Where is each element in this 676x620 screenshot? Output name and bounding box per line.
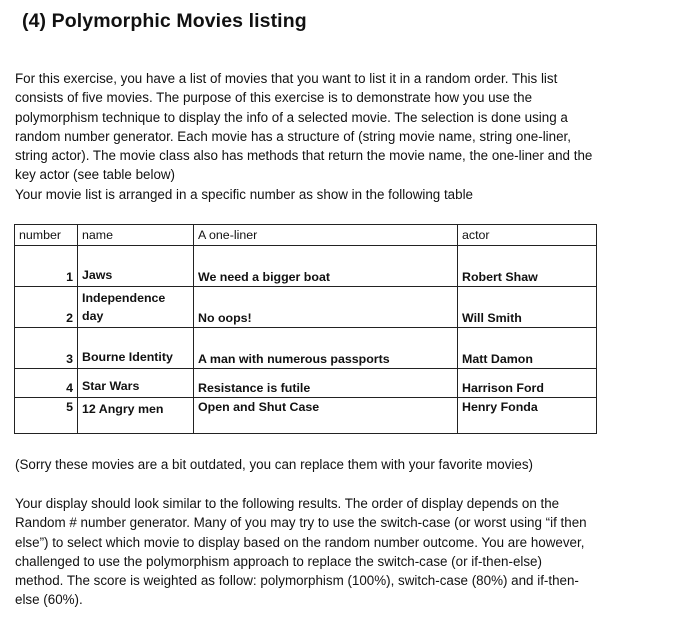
header-name: name (78, 225, 194, 246)
cell-name: Jaws (78, 246, 194, 287)
cell-name: Bourne Identity (78, 328, 194, 369)
note-paragraph (15, 455, 667, 474)
table-row (15, 369, 597, 398)
display-line: else (60%). (15, 592, 83, 608)
cell-name-line: Independence (82, 291, 166, 305)
movie-table (14, 224, 597, 434)
cell-actor: Harrison Ford (458, 369, 597, 398)
cell-name-line: day (82, 309, 104, 323)
cell-name: 12 Angry men (78, 398, 194, 434)
intro-line: For this exercise, you have a list of movies that you want to list it in a random order. This list (15, 71, 558, 86)
display-line: method. The score is weighted as follow: polymorphism (100%), switch-case (80%) and if-then- (15, 573, 579, 589)
cell-number: 1 (15, 246, 78, 287)
display-line: Random # number generator. Many of you may try to use the switch-case (or worst using “if then (15, 515, 587, 531)
cell-actor: Robert Shaw (458, 246, 597, 287)
cell-oneliner: We need a bigger boat (194, 246, 458, 287)
intro-line: key actor (see table below) (15, 167, 176, 183)
intro-line: polymorphism technique to display the info of a selected movie. The selection is done using a (15, 109, 568, 125)
cell-name: Star Wars (78, 369, 194, 398)
cell-oneliner: Resistance is futile (194, 369, 458, 398)
page-title: (4) Polymorphic Movies listing (22, 10, 307, 32)
cell-oneliner: A man with numerous passports (194, 328, 458, 369)
display-line: challenged to use the polymorphism approach to replace the switch-case (or if-then-else) (15, 553, 542, 569)
cell-actor: Will Smith (458, 287, 597, 328)
header-oneliner: A one-liner (194, 225, 458, 246)
cell-name (78, 287, 194, 328)
intro-line: string actor). The movie class also has methods that return the movie name, the one-liner and the (15, 148, 593, 164)
table-row (15, 328, 597, 369)
cell-number: 4 (15, 369, 78, 398)
intro-line: Your movie list is arranged in a specific number as show in the following table (15, 186, 474, 202)
display-line: else”) to select which movie to display based on the random number outcome. You are however, (15, 534, 585, 550)
display-line: Your display should look similar to the following results. The order of display depends on the (15, 496, 560, 511)
table-header-row (15, 225, 597, 246)
display-paragraph (15, 494, 667, 610)
intro-line: consists of five movies. The purpose of this exercise is to demonstrate how you use the (15, 90, 533, 106)
cell-oneliner: Open and Shut Case (194, 398, 458, 434)
cell-number: 3 (15, 328, 78, 369)
cell-actor: Henry Fonda (458, 398, 597, 434)
cell-number: 2 (15, 287, 78, 328)
header-number: number (15, 225, 78, 246)
table-row (15, 287, 597, 328)
table-row (15, 246, 597, 287)
table-row (15, 398, 597, 434)
note-line: (Sorry these movies are a bit outdated, you can replace them with your favorite movies) (15, 457, 534, 472)
cell-number: 5 (15, 398, 78, 434)
header-actor: actor (458, 225, 597, 246)
intro-line: random number generator. Each movie has a structure of (string movie name, string one-liner, (15, 128, 571, 144)
cell-actor: Matt Damon (458, 328, 597, 369)
intro-paragraph (15, 69, 667, 204)
cell-oneliner: No oops! (194, 287, 458, 328)
